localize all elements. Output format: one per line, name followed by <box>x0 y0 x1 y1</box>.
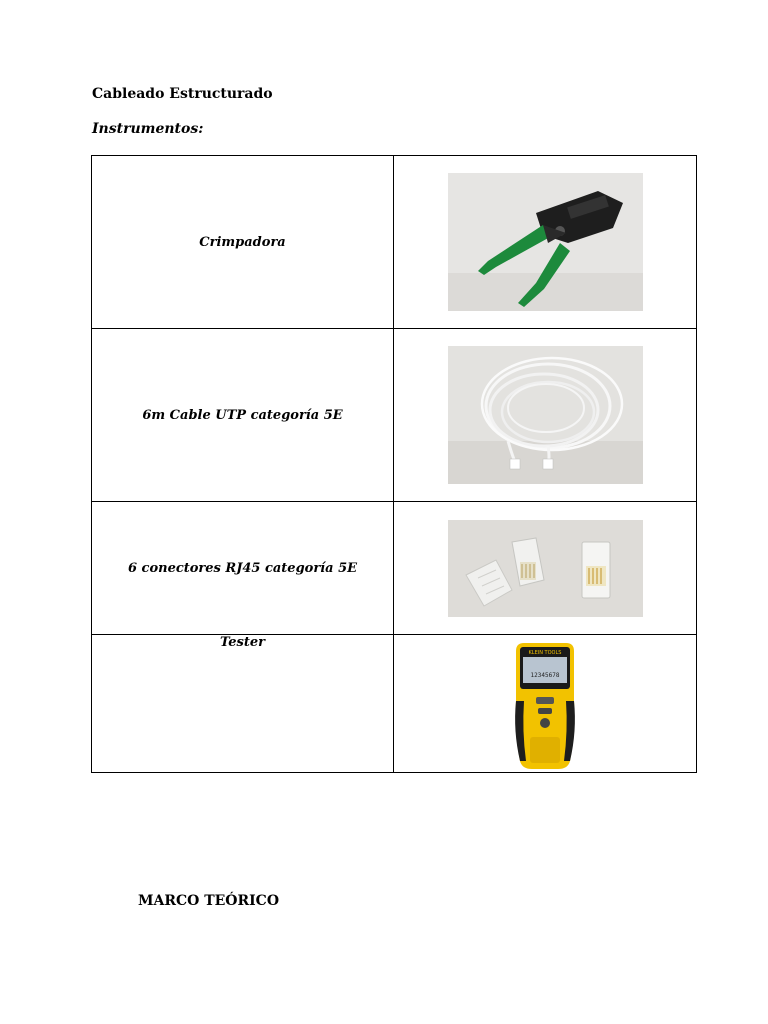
instrument-label: 6m Cable UTP categoría 5E <box>92 329 394 502</box>
tester-brand: KLEIN TOOLS <box>528 650 562 656</box>
instrument-label <box>92 635 394 773</box>
cell-border-left-segment <box>394 634 471 635</box>
instrument-image-cell <box>394 635 697 773</box>
cable-tester-photo <box>510 641 580 771</box>
document-title: Cableado Estructurado <box>92 86 273 102</box>
rj45-connectors-photo <box>448 520 643 617</box>
instruments-table <box>91 155 697 773</box>
tester-display: 12345678 <box>530 672 560 679</box>
tester-label: Tester <box>220 635 265 650</box>
table-row <box>92 329 697 502</box>
instrument-label: 6 conectores RJ45 categoría 5E <box>92 502 394 635</box>
instruments-subtitle: Instrumentos: <box>92 121 204 137</box>
instrument-image-cell <box>394 502 697 635</box>
table-row <box>92 635 697 773</box>
instrument-label: Crimpadora <box>92 156 394 329</box>
table-row <box>92 156 697 329</box>
instrument-image-cell <box>394 329 697 502</box>
utp-cable-photo <box>448 346 643 484</box>
cell-border-right-segment <box>618 634 696 635</box>
section-heading: MARCO TEÓRICO <box>138 893 280 909</box>
table-row <box>92 502 697 635</box>
instrument-image-cell <box>394 156 697 329</box>
crimper-photo <box>448 173 643 311</box>
